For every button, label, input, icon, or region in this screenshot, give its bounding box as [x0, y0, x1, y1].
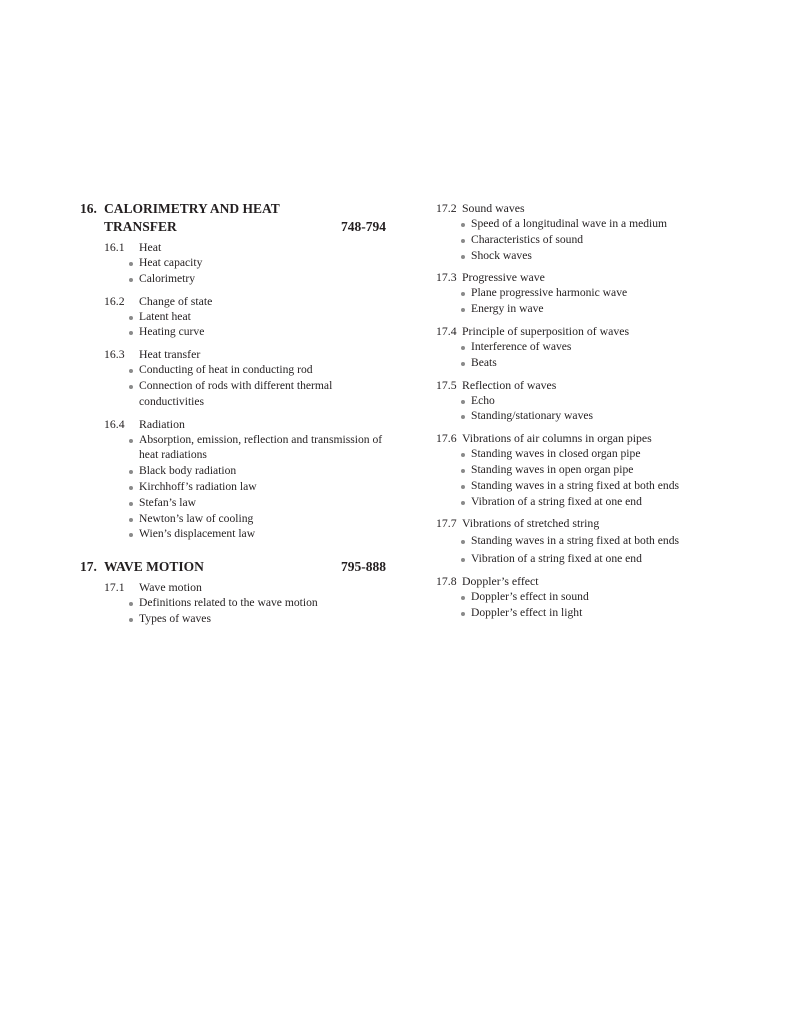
section-16-1	[104, 239, 390, 287]
section-number: 16.2	[104, 293, 125, 308]
topic-item: Plane progressive harmonic wave	[436, 285, 756, 301]
topic-item: Characteristics of sound	[436, 232, 756, 248]
topic-list	[436, 216, 756, 263]
section-number: 17.4	[436, 323, 457, 338]
section-number: 17.2	[436, 201, 457, 215]
topic-list	[436, 393, 756, 425]
topic-item: Beats	[436, 355, 756, 371]
topic-item: Heat capacity	[104, 255, 390, 271]
topic-item: Black body radiation	[104, 463, 390, 479]
topic-item: Absorption, emission, reflection and transmission of heat radiations	[104, 432, 390, 464]
topic-item: Vibration of a string fixed at one end	[436, 494, 756, 510]
section-16-2	[104, 293, 390, 341]
topic-item: Shock waves	[436, 248, 756, 264]
topic-item: Speed of a longitudinal wave in a medium	[436, 216, 756, 232]
chapter-title-line: TRANSFER	[104, 219, 177, 234]
section-17-3	[436, 269, 756, 317]
topic-item: Standing waves in closed organ pipe	[436, 446, 756, 462]
section-17-2	[436, 200, 756, 263]
topic-item: Standing/stationary waves	[436, 408, 756, 424]
topic-list	[436, 589, 756, 621]
section-title: Vibrations of air columns in organ pipes	[462, 431, 652, 446]
topic-list	[436, 533, 756, 567]
section-number: 17.5	[436, 377, 457, 392]
section-title: Reflection of waves	[462, 377, 557, 392]
section-17-4	[436, 323, 756, 371]
right-column	[436, 200, 756, 621]
topic-list	[104, 432, 390, 543]
topic-list	[104, 309, 390, 341]
section-title: Vibrations of stretched string	[462, 516, 600, 531]
section-title: Progressive wave	[462, 270, 545, 285]
section-16-4	[104, 416, 390, 543]
topic-item: Standing waves in a string fixed at both ends	[436, 533, 756, 549]
chapter-number: 17.	[80, 559, 97, 575]
topic-item: Doppler’s effect in sound	[436, 589, 756, 605]
chapter-number: 16.	[80, 201, 97, 216]
section-number: 16.3	[104, 347, 125, 362]
section-title: Doppler’s effect	[462, 573, 539, 588]
section-title: Change of state	[139, 293, 213, 308]
section-title: Principle of superposition of waves	[462, 323, 630, 338]
topic-item: Heating curve	[104, 324, 390, 340]
section-number: 17.1	[104, 580, 125, 595]
section-number: 17.3	[436, 270, 457, 285]
section-17-5	[436, 377, 756, 425]
topic-list	[436, 285, 756, 317]
topic-list	[104, 362, 390, 409]
section-number: 16.1	[104, 240, 125, 254]
chapter-title-line: CALORIMETRY AND HEAT	[104, 201, 280, 216]
topic-item: Stefan’s law	[104, 495, 390, 511]
topic-item: Connection of rods with different thermal conductivities	[104, 378, 390, 410]
section-title: Heat transfer	[139, 347, 201, 362]
topic-list	[436, 339, 756, 371]
topic-item: Standing waves in a string fixed at both ends	[436, 478, 756, 494]
chapter-page-range: 795-888	[341, 559, 386, 575]
topic-item: Types of waves	[104, 611, 390, 627]
topic-item: Newton’s law of cooling	[104, 511, 390, 527]
topic-item: Conducting of heat in conducting rod	[104, 362, 390, 378]
section-title: Heat	[139, 240, 162, 254]
section-17-7	[436, 515, 756, 567]
topic-item: Wien’s displacement law	[104, 526, 390, 542]
section-title: Radiation	[139, 416, 185, 431]
section-17-6	[436, 430, 756, 509]
topic-item: Interference of waves	[436, 339, 756, 355]
section-number: 17.6	[436, 431, 457, 446]
topic-item: Standing waves in open organ pipe	[436, 462, 756, 478]
section-number: 17.8	[436, 573, 457, 588]
topic-list	[104, 595, 390, 627]
topic-item: Definitions related to the wave motion	[104, 595, 390, 611]
topic-item: Latent heat	[104, 309, 390, 325]
section-number: 16.4	[104, 416, 125, 431]
topic-item: Vibration of a string fixed at one end	[436, 551, 756, 567]
topic-item: Calorimetry	[104, 271, 390, 287]
topic-item: Energy in wave	[436, 301, 756, 317]
section-title: Wave motion	[139, 580, 202, 595]
chapter-title-line: WAVE MOTION	[104, 559, 204, 575]
topic-item: Doppler’s effect in light	[436, 605, 756, 621]
topic-item: Kirchhoff’s radiation law	[104, 479, 390, 495]
topic-list	[436, 446, 756, 509]
chapter-page-range: 748-794	[341, 219, 386, 234]
chapter-16	[80, 200, 390, 542]
section-17-1	[104, 579, 390, 627]
section-17-8	[436, 573, 756, 621]
section-title: Sound waves	[462, 201, 525, 215]
left-column	[80, 200, 390, 627]
chapter-17	[80, 558, 390, 627]
topic-item: Echo	[436, 393, 756, 409]
section-number: 17.7	[436, 516, 457, 531]
section-16-3	[104, 346, 390, 409]
topic-list	[104, 255, 390, 287]
